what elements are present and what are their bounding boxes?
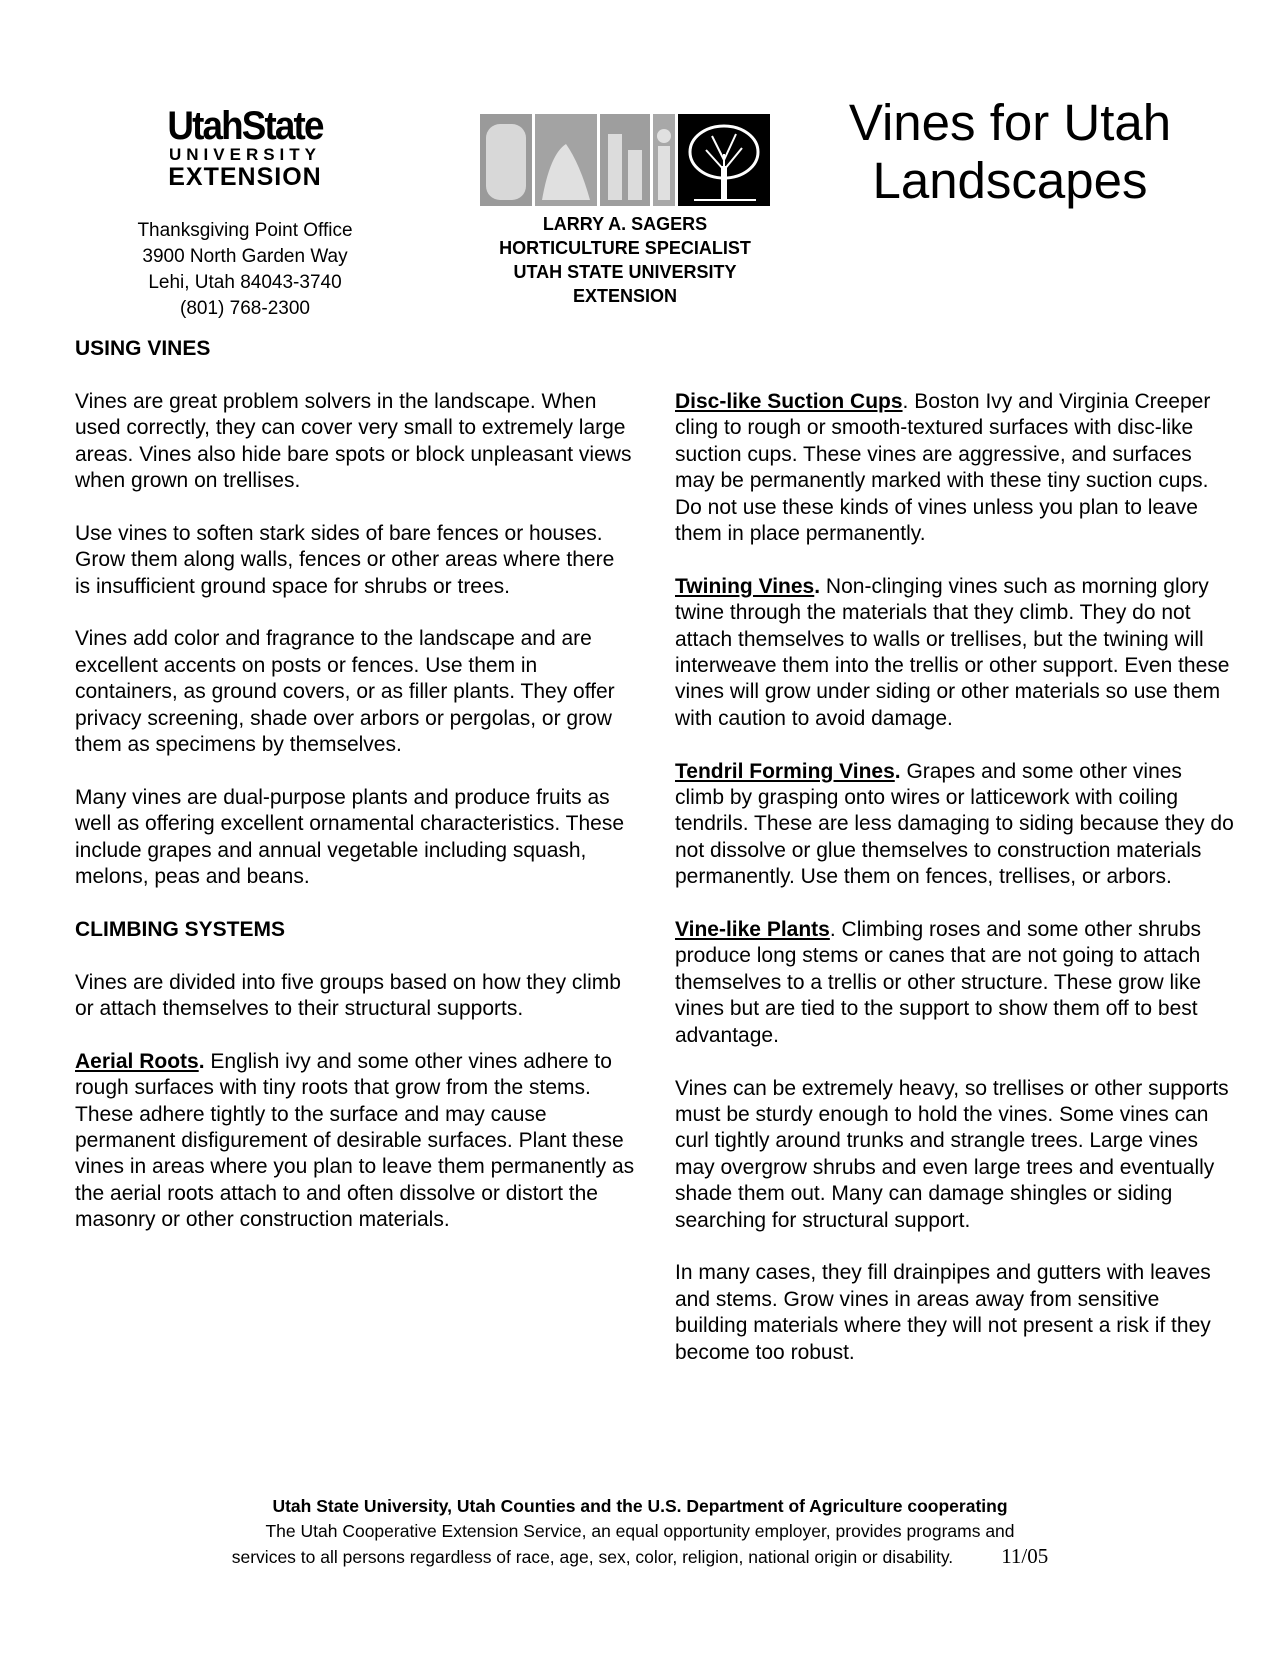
usu-extension-logo [150, 104, 340, 191]
term-aerial-roots: Aerial Roots [75, 1049, 199, 1073]
heading-climbing-systems: CLIMBING SYSTEMS [75, 917, 286, 941]
paragraph-tendril: Tendril Forming Vines. Grapes and some other vines climb by grasping onto wires or latticework with coiling tendrils. These are less damaging to siding because they do not dissolve or glue themselves to construction materials permanently. Use them on fences, trellises, or arbors. [675, 759, 1234, 889]
twining-text: Non-clinging vines such as morning glory twine through the materials that they climb. They do not attach themselves to walls or trellises, but the twining will interweave them into the trellis or other support. Even these vines will grow under siding or other materials so use them with caution to avoid damage. [675, 574, 1230, 730]
paragraph-aerial-roots: Aerial Roots. English ivy and some other vines adhere to rough surfaces with tiny roots that grow from the stems. These adhere tightly to the surface and may cause permanent disfigurement of desirable surfaces. Plant these vines in areas where you plan to leave them permanently as the aerial roots attach to and often dissolve or distort the masonry or other construction materials. [75, 1049, 635, 1232]
office-phone: (801) 768-2300 [180, 298, 310, 319]
paragraph-problem-solvers: Vines are great problem solvers in the landscape. When used correctly, they can cover very small to extremely large areas. Vines also hide bare spots or block unpleasant views when grown on trellises. [75, 389, 632, 493]
office-street: 3900 North Garden Way [142, 246, 348, 267]
author-name: LARRY A. SAGERS [542, 214, 708, 234]
footer-cooperating: Utah State University, Utah Counties and the U.S. Department of Agriculture cooperating [272, 1496, 1008, 1516]
paragraph-heavy: Vines can be extremely heavy, so trellises or other supports must be sturdy enough to hold the vines. Some vines can curl tightly around trunks and strangle trees. Large vines may overgrow shrubs and even large trees and eventually shade them out. Many can damage shingles or siding searching for structural support. [675, 1076, 1229, 1232]
extension-banner-image [480, 114, 770, 206]
author-dept: EXTENSION [572, 286, 678, 306]
office-name: Thanksgiving Point Office [137, 220, 353, 241]
logo-university: UNIVERSITY [168, 145, 322, 164]
footer-equal-opportunity: The Utah Cooperative Extension Service, an equal opportunity employer, provides programs and [265, 1521, 1015, 1541]
paragraph-vine-like [675, 917, 1235, 1049]
aerial-roots-text: English ivy and some other vines adhere to rough surfaces with tiny roots that grow from the stems. These adhere tightly to the surface and may cause permanent disfigurement of desirable surfaces. Plant these vines in areas where you plan to leave them permanently as the aerial roots attach to and often dissolve or distort the masonry or other construction materials. [75, 1049, 635, 1232]
term-tendril-forming-vines: Tendril Forming Vines [675, 759, 895, 783]
title-line-1: Vines for Utah [848, 94, 1172, 151]
author-org: UTAH STATE UNIVERSITY [513, 262, 737, 282]
term-twining-vines: Twining Vines [675, 574, 815, 598]
paragraph-drainpipes: In many cases, they fill drainpipes and gutters with leaves and stems. Grow vines in areas away from sensitive building materials where they will not present a risk if they become too robust. [675, 1261, 1211, 1364]
paragraph-color-fragrance: Vines add color and fragrance to the landscape and are excellent accents on posts or fences. Use them in containers, as ground covers, or as filler plants. They offer privacy screening, shade over arbors or pergolas, or grow them as specimens by themselves. [75, 627, 615, 757]
banner-panel-3 [600, 114, 650, 206]
logo-extension: EXTENSION [168, 163, 322, 191]
footer-services [0, 1544, 1280, 1570]
author-role: HORTICULTURE SPECIALIST [499, 238, 751, 258]
paragraph-dual-purpose: Many vines are dual-purpose plants and produce fruits as well as offering excellent ornamental characteristics. These include grapes and annual vegetable including squash, melons, peas and beans. [75, 785, 624, 889]
footer-services-text: services to all persons regardless of race, age, sex, color, religion, national origin or disability. [231, 1547, 954, 1567]
term-vine-like-plants: Vine-like Plants [675, 918, 830, 942]
left-column [75, 336, 635, 1260]
right-column [675, 389, 1235, 1392]
document-title [820, 94, 1200, 210]
author-block [455, 212, 795, 308]
office-city: Lehi, Utah 84043-3740 [148, 272, 342, 293]
paragraph-disc-suction: Disc-like Suction Cups. Boston Ivy and Virginia Creeper cling to rough or smooth-textured surfaces with disc-like suction cups. These vines are aggressive, and surfaces may be permanently marked with these tiny suction cups. Do not use these kinds of vines unless you plan to leave them in place permanently. [675, 390, 1211, 546]
title-line-2: Landscapes [872, 152, 1148, 209]
tendril-text: Grapes and some other vines climb by grasping onto wires or latticework with coiling tendrils. These are less damaging to siding because they do not dissolve or glue themselves to construction materials permanently. Use them on fences, trellises, or arbors. [675, 759, 1234, 889]
paragraph-five-groups: Vines are divided into five groups based on how they climb or attach themselves to their structural supports. [75, 970, 621, 1021]
footer-date: 11/05 [1001, 1544, 1049, 1568]
paragraph-soften: Use vines to soften stark sides of bare fences or houses. Grow them along walls, fences or other areas where there is insufficient ground space for shrubs or trees. [75, 521, 615, 598]
office-address [100, 218, 390, 322]
footer [0, 1494, 1280, 1570]
paragraph-twining: Twining Vines. Non-clinging vines such as morning glory twine through the materials that they climb. They do not attach themselves to walls or trellises, but the twining will interweave them into the trellis or other support. Even these vines will grow under siding or other materials so use them with caution to avoid damage. [675, 574, 1230, 730]
heading-using-vines: USING VINES [75, 337, 211, 360]
logo-utahstate: UtahState [167, 104, 323, 148]
disc-suction-text: Boston Ivy and Virginia Creeper cling to rough or smooth-textured surfaces with disc-like suction cups. These vines are aggressive, and surfaces may be permanently marked with these tiny suction cups. Do not use these kinds of vines unless you plan to leave them in place permanently. [675, 390, 1211, 546]
vine-like-text: . Climbing roses and some other shrubs produce long stems or canes that are not going to attach themselves to a trellis or other structure. These grow like vines but are tied to the support to show them off to best advantage. [675, 918, 1202, 1047]
term-disc-suction-cups: Disc-like Suction Cups [675, 390, 903, 413]
